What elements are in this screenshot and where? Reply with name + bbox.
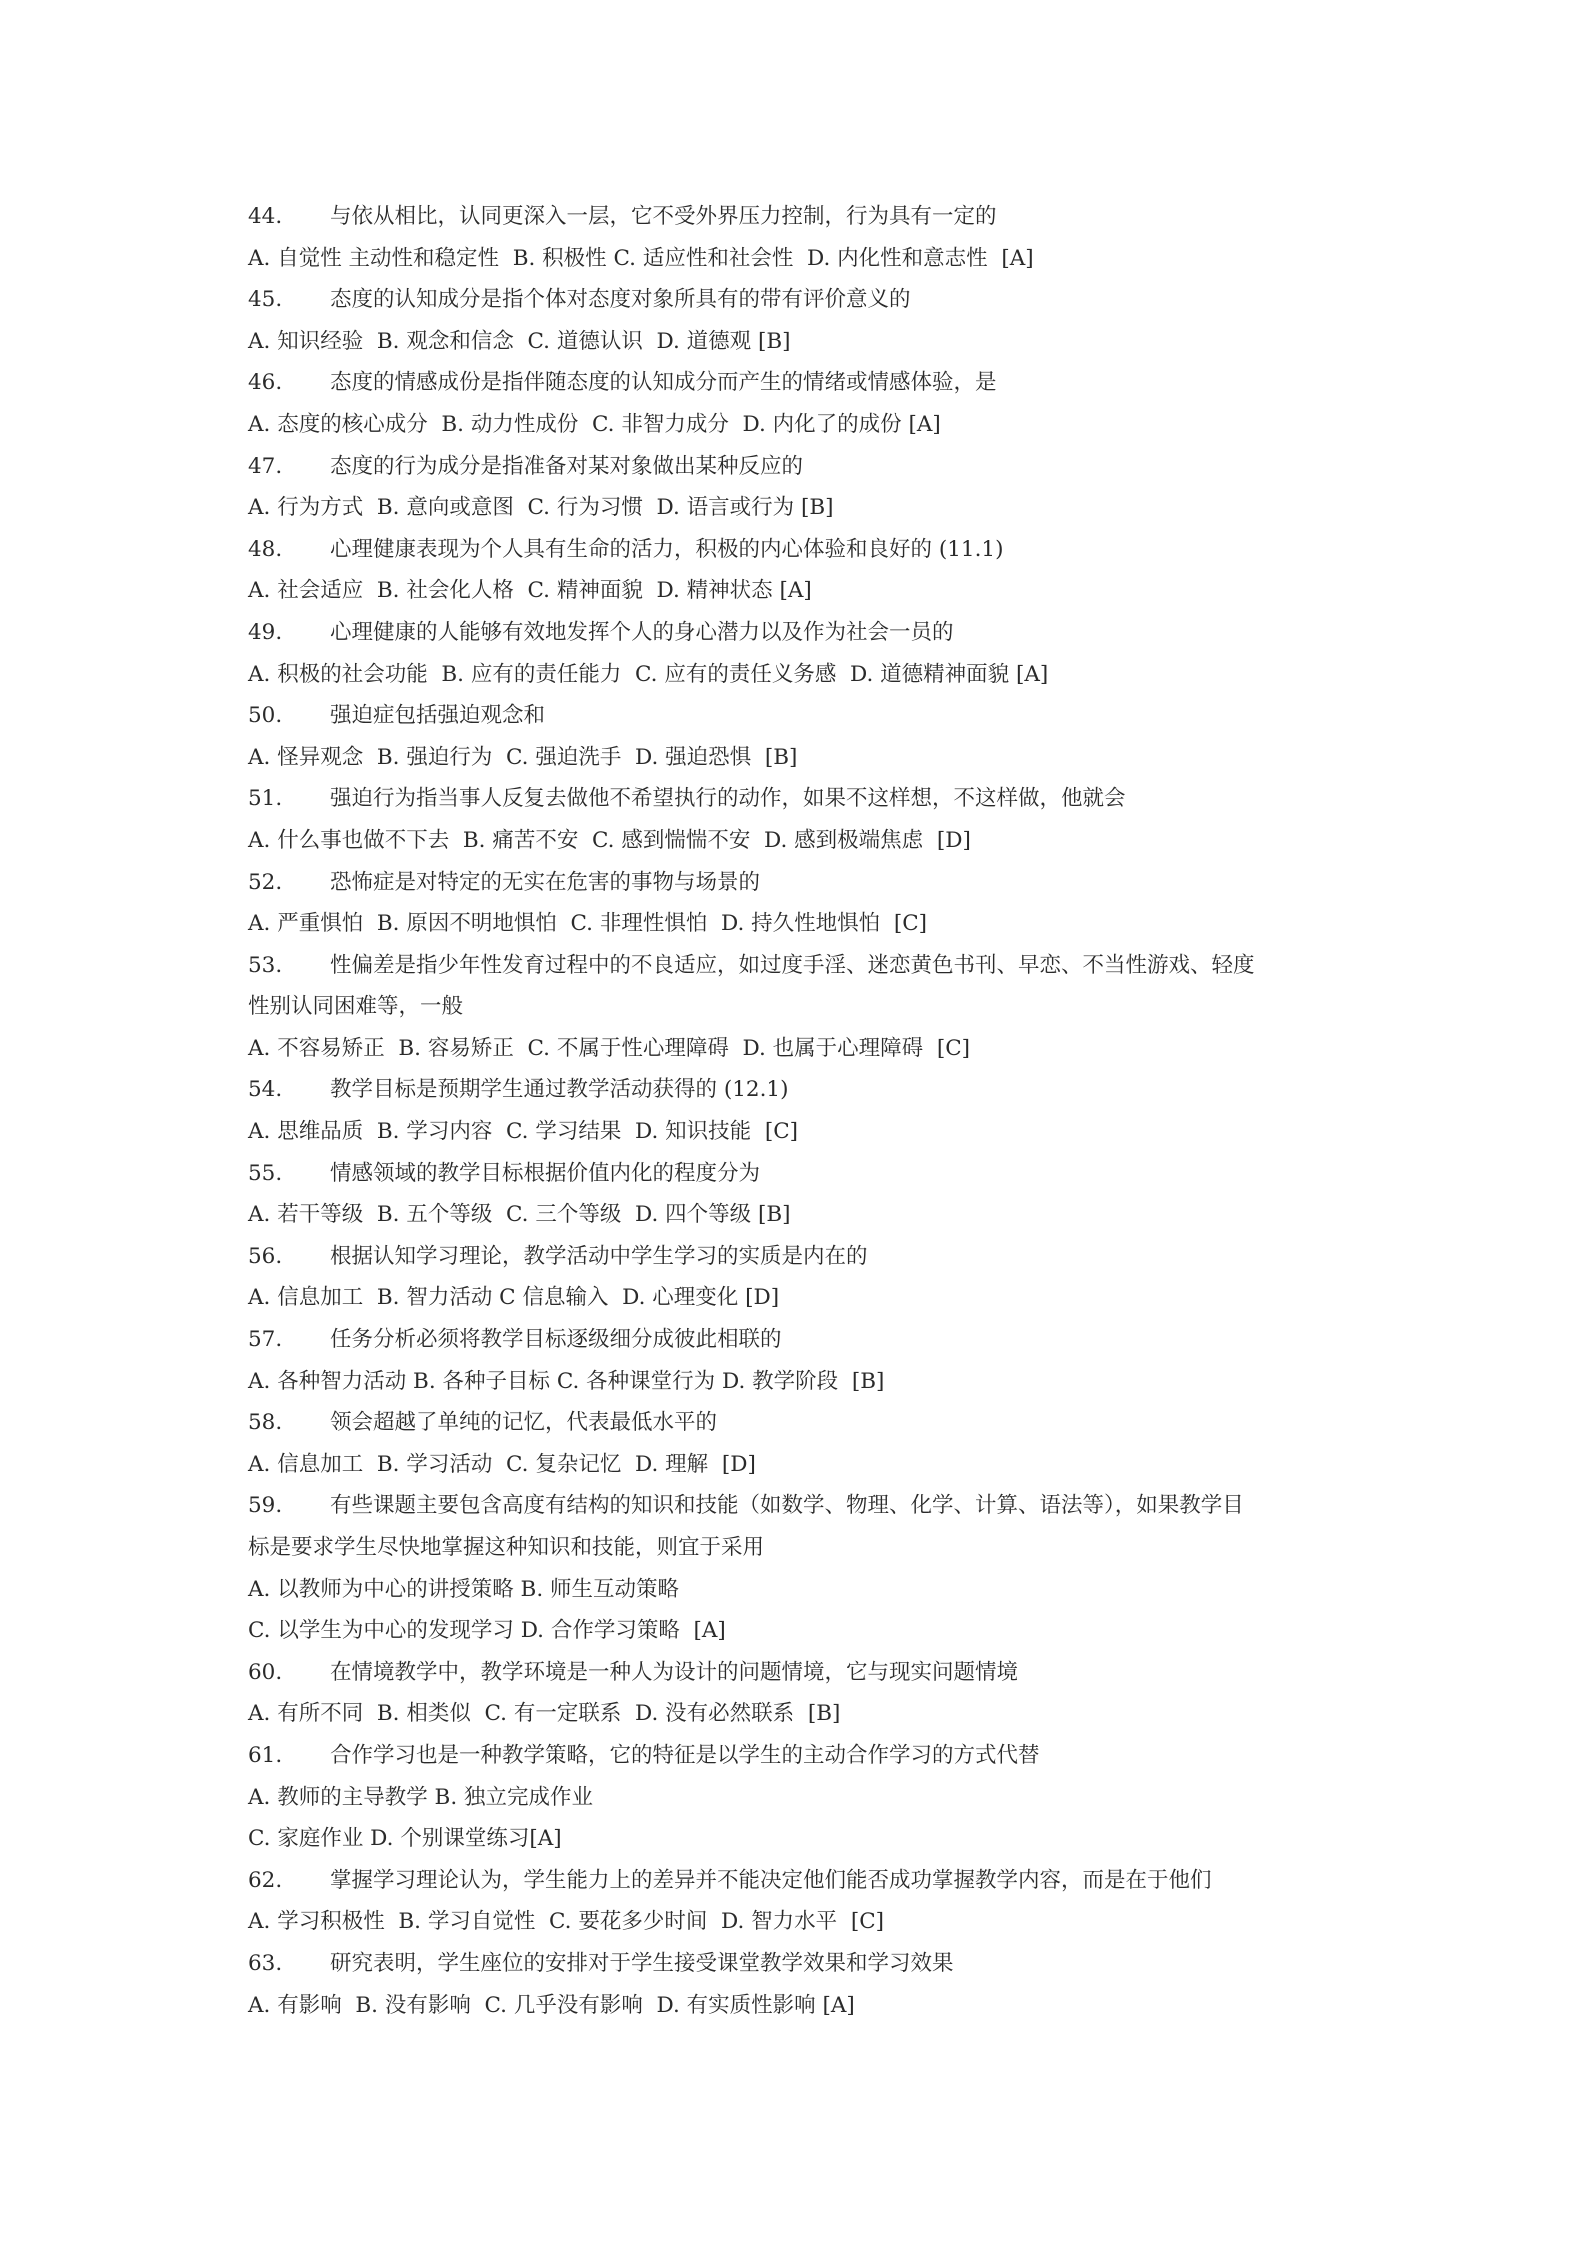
question-item xyxy=(248,1652,1368,1735)
answer-options: A. 信息加工 B. 智力活动 C 信息输入 D. 心理变化 [D] xyxy=(248,1285,780,1311)
question-stem-continued: 性别认同困难等，一般 xyxy=(248,994,464,1020)
question-stem-continued: 标是要求学生尽快地掌握这种知识和技能，则宜于采用 xyxy=(248,1535,765,1560)
question-stem xyxy=(248,1236,1368,1278)
question-item xyxy=(248,446,1368,529)
question-item xyxy=(248,612,1368,695)
question-item xyxy=(248,196,1368,279)
question-text: 强迫症包括强迫观念和 xyxy=(330,703,546,729)
question-number: 63. xyxy=(248,1950,283,1976)
question-item xyxy=(248,362,1368,445)
question-item xyxy=(248,1943,1368,2026)
question-text: 研究表明，学生座位的安排对于学生接受课堂教学效果和学习效果 xyxy=(330,1950,954,1976)
question-stem xyxy=(248,612,1368,654)
answer-options: A. 教师的主导教学 B. 独立完成作业 xyxy=(248,1784,593,1810)
question-number: 52. xyxy=(248,869,283,895)
question-text: 根据认知学习理论，教学活动中学生学习的实质是内在的 xyxy=(330,1243,868,1269)
question-text: 态度的情感成份是指伴随态度的认知成分而产生的情绪或情感体验，是 xyxy=(330,370,997,396)
answer-options: A. 不容易矫正 B. 容易矫正 C. 不属于性心理障碍 D. 也属于心理障碍 [C] xyxy=(248,1035,971,1061)
question-number: 60. xyxy=(248,1659,283,1685)
question-text: 心理健康表现为个人具有生命的活力，积极的内心体验和良好的 (11.1) xyxy=(330,536,1004,562)
answer-options: A. 态度的核心成分 B. 动力性成份 C. 非智力成分 D. 内化了的成份 [A] xyxy=(248,411,941,437)
answer-options: C. 家庭作业 D. 个别课堂练习[A] xyxy=(248,1826,562,1852)
question-text: 教学目标是预期学生通过教学活动获得的 (12.1) xyxy=(330,1077,789,1103)
question-item xyxy=(248,279,1368,362)
question-number: 56. xyxy=(248,1243,283,1269)
question-text: 情感领域的教学目标根据价值内化的程度分为 xyxy=(330,1160,761,1186)
question-text: 心理健康的人能够有效地发挥个人的身心潜力以及作为社会一员的 xyxy=(330,619,954,645)
answer-options: A. 有影响 B. 没有影响 C. 几乎没有影响 D. 有实质性影响 [A] xyxy=(248,1992,855,2018)
question-stem xyxy=(248,945,1368,987)
question-item xyxy=(248,1236,1368,1319)
answer-options: A. 自觉性 主动性和稳定性 B. 积极性 C. 适应性和社会性 D. 内化性和意志性 [A] xyxy=(248,245,1034,271)
question-number: 48. xyxy=(248,536,283,562)
question-stem xyxy=(248,1735,1368,1777)
question-stem xyxy=(248,1652,1368,1694)
question-text: 性偏差是指少年性发育过程中的不良适应，如过度手淫、迷恋黄色书刊、早恋、不当性游戏、轻度 xyxy=(330,952,1255,978)
question-item xyxy=(248,1860,1368,1943)
question-number: 45. xyxy=(248,287,283,313)
question-item xyxy=(248,1319,1368,1402)
question-stem xyxy=(248,196,1368,238)
question-number: 53. xyxy=(248,952,283,978)
question-text: 强迫行为指当事人反复去做他不希望执行的动作，如果不这样想，不这样做，他就会 xyxy=(330,786,1126,812)
answer-options: A. 思维品质 B. 学习内容 C. 学习结果 D. 知识技能 [C] xyxy=(248,1119,799,1145)
question-stem xyxy=(248,1069,1368,1111)
question-stem xyxy=(248,362,1368,404)
question-stem xyxy=(248,1943,1368,1985)
question-number: 57. xyxy=(248,1327,283,1353)
question-item xyxy=(248,945,1368,1070)
question-stem xyxy=(248,1319,1368,1361)
question-stem xyxy=(248,695,1368,737)
question-number: 44. xyxy=(248,204,283,229)
answer-options: A. 有所不同 B. 相类似 C. 有一定联系 D. 没有必然联系 [B] xyxy=(248,1701,841,1727)
question-stem xyxy=(248,778,1368,820)
question-item xyxy=(248,1402,1368,1485)
answer-options: A. 社会适应 B. 社会化人格 C. 精神面貌 D. 精神状态 [A] xyxy=(248,578,812,604)
question-stem xyxy=(248,279,1368,321)
question-number: 61. xyxy=(248,1742,283,1768)
answer-options: C. 以学生为中心的发现学习 D. 合作学习策略 [A] xyxy=(248,1618,726,1644)
question-stem xyxy=(248,1485,1368,1527)
question-number: 46. xyxy=(248,370,283,396)
answer-options: A. 若干等级 B. 五个等级 C. 三个等级 D. 四个等级 [B] xyxy=(248,1202,791,1228)
answer-options: A. 积极的社会功能 B. 应有的责任能力 C. 应有的责任义务感 D. 道德精神面貌 [A] xyxy=(248,661,1049,687)
answer-options: A. 学习积极性 B. 学习自觉性 C. 要花多少时间 D. 智力水平 [C] xyxy=(248,1909,885,1935)
question-number: 62. xyxy=(248,1867,283,1893)
answer-options: A. 知识经验 B. 观念和信念 C. 道德认识 D. 道德观 [B] xyxy=(248,328,791,354)
question-item xyxy=(248,1735,1368,1860)
question-number: 54. xyxy=(248,1077,283,1103)
question-number: 49. xyxy=(248,619,283,645)
question-stem xyxy=(248,446,1368,488)
answer-options: A. 以教师为中心的讲授策略 B. 师生互动策略 xyxy=(248,1576,679,1602)
question-item xyxy=(248,1485,1368,1651)
answer-options: A. 各种智力活动 B. 各种子目标 C. 各种课堂行为 D. 教学阶段 [B] xyxy=(248,1368,885,1394)
question-item xyxy=(248,862,1368,945)
question-text: 领会超越了单纯的记忆，代表最低水平的 xyxy=(330,1410,718,1436)
question-stem xyxy=(248,1860,1368,1902)
question-list xyxy=(248,196,1368,2026)
question-item xyxy=(248,695,1368,778)
question-stem xyxy=(248,1153,1368,1195)
answer-options: A. 行为方式 B. 意向或意图 C. 行为习惯 D. 语言或行为 [B] xyxy=(248,495,834,521)
question-text: 掌握学习理论认为，学生能力上的差异并不能决定他们能否成功掌握教学内容，而是在于他们 xyxy=(330,1867,1212,1893)
question-text: 在情境教学中，教学环境是一种人为设计的问题情境，它与现实问题情境 xyxy=(330,1659,1019,1685)
question-item xyxy=(248,1153,1368,1236)
question-item xyxy=(248,778,1368,861)
question-text: 态度的认知成分是指个体对态度对象所具有的带有评价意义的 xyxy=(330,287,911,313)
question-stem xyxy=(248,1402,1368,1444)
question-stem xyxy=(248,529,1368,571)
question-text: 恐怖症是对特定的无实在危害的事物与场景的 xyxy=(330,869,761,895)
answer-options: A. 怪异观念 B. 强迫行为 C. 强迫洗手 D. 强迫恐惧 [B] xyxy=(248,744,798,770)
question-number: 50. xyxy=(248,703,283,729)
question-text: 有些课题主要包含高度有结构的知识和技能（如数学、物理、化学、计算、语法等），如果教学目 xyxy=(330,1493,1244,1519)
question-item xyxy=(248,1069,1368,1152)
question-text: 任务分析必须将教学目标逐级细分成彼此相联的 xyxy=(330,1327,782,1353)
question-item xyxy=(248,529,1368,612)
question-text: 与依从相比，认同更深入一层，它不受外界压力控制，行为具有一定的 xyxy=(330,204,997,229)
question-text: 合作学习也是一种教学策略，它的特征是以学生的主动合作学习的方式代替 xyxy=(330,1742,1040,1768)
answer-options: A. 什么事也做不下去 B. 痛苦不安 C. 感到惴惴不安 D. 感到极端焦虑 [D] xyxy=(248,827,971,853)
question-number: 51. xyxy=(248,786,283,812)
answer-options: A. 信息加工 B. 学习活动 C. 复杂记忆 D. 理解 [D] xyxy=(248,1451,756,1477)
question-number: 47. xyxy=(248,453,283,479)
question-text: 态度的行为成分是指准备对某对象做出某种反应的 xyxy=(330,453,804,479)
question-number: 58. xyxy=(248,1410,283,1436)
question-stem xyxy=(248,862,1368,904)
question-number: 59. xyxy=(248,1493,283,1519)
question-number: 55. xyxy=(248,1160,283,1186)
answer-options: A. 严重惧怕 B. 原因不明地惧怕 C. 非理性惧怕 D. 持久性地惧怕 [C] xyxy=(248,911,928,937)
